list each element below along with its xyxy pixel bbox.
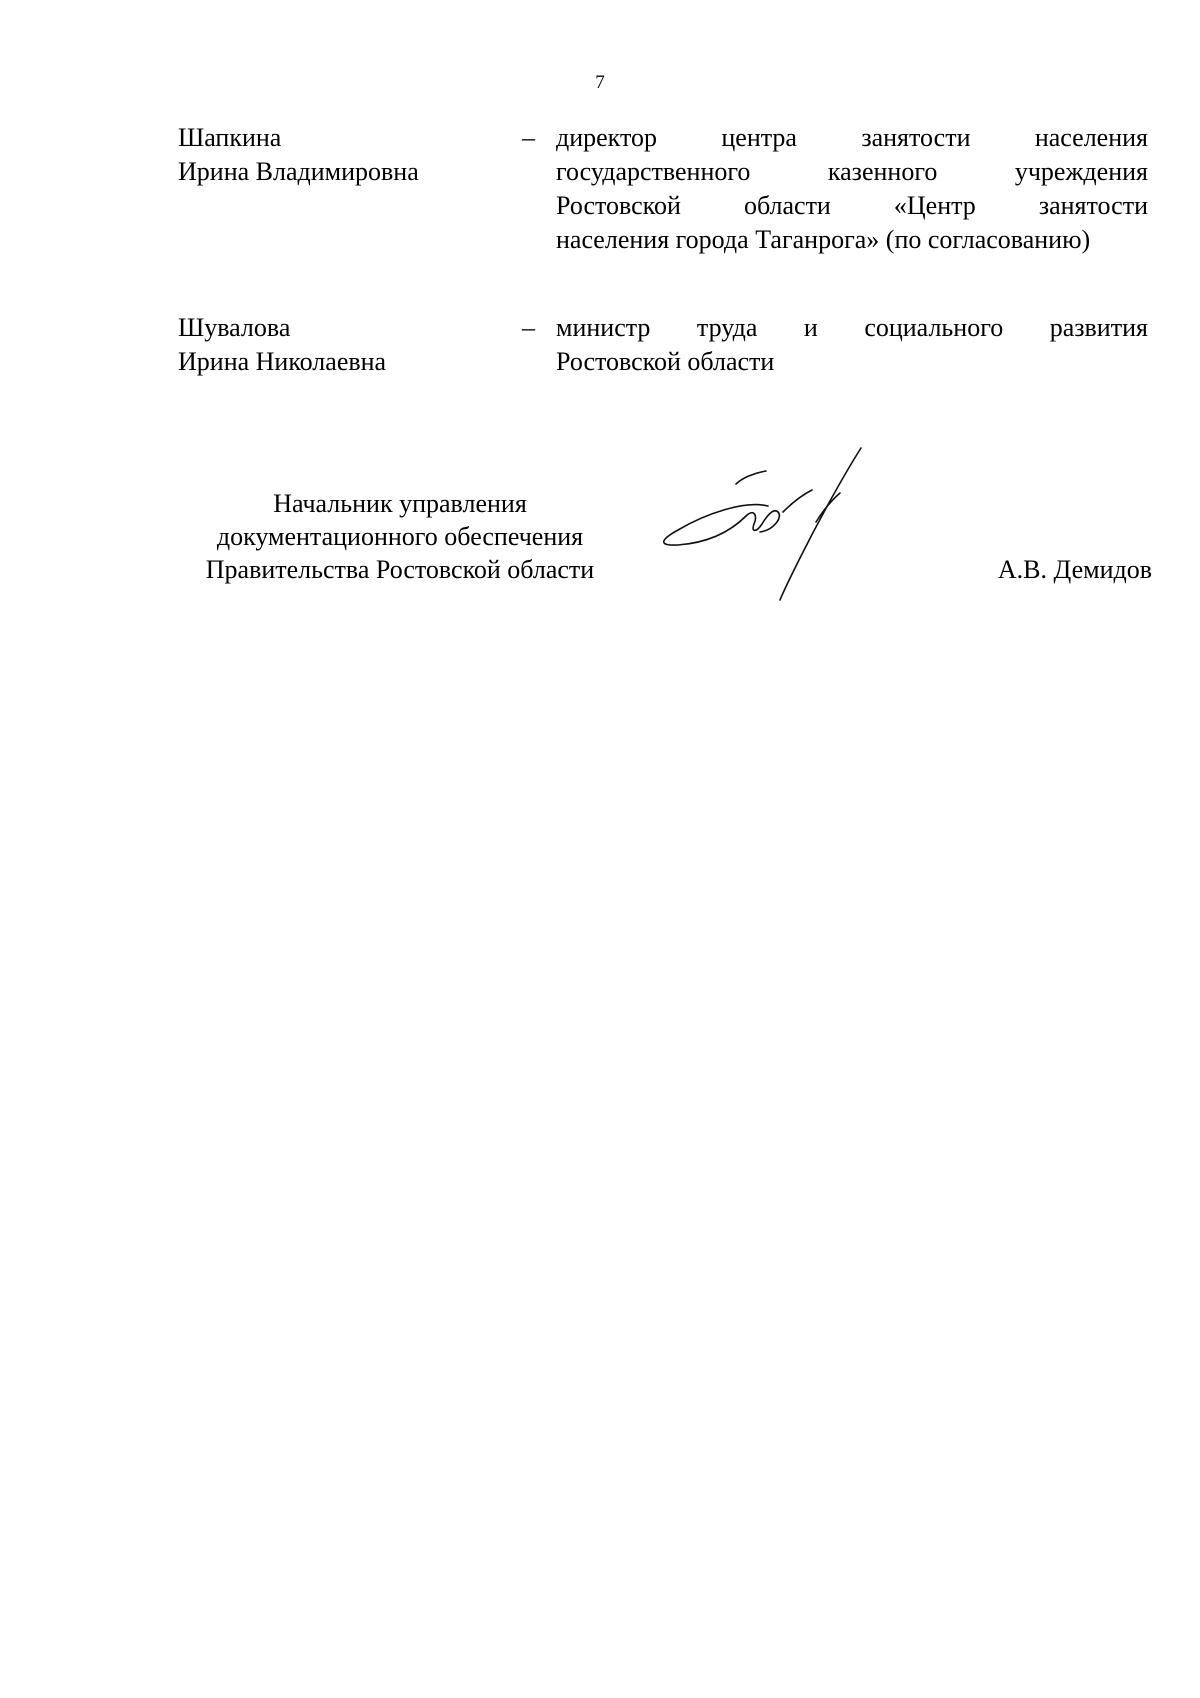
member-full-name xyxy=(178,311,508,379)
role-word: области xyxy=(743,191,831,220)
member-role xyxy=(556,121,1148,257)
member-given-names: Ирина Владимировна xyxy=(178,157,419,186)
role-word: государственного xyxy=(556,157,751,186)
member-dash: – xyxy=(522,313,535,342)
page-number: 7 xyxy=(595,72,605,93)
member-dash: – xyxy=(522,123,535,152)
signoff-name: А.В. Демидов xyxy=(997,555,1152,584)
role-word: населения xyxy=(1034,123,1148,152)
role-word: директор xyxy=(556,123,657,152)
role-word: центра xyxy=(721,123,797,152)
role-word: Ростовской xyxy=(556,191,681,220)
role-line xyxy=(556,189,1148,223)
role-line xyxy=(556,311,1148,345)
member-given-names: Ирина Николаевна xyxy=(178,347,387,376)
role-line: Ростовской области xyxy=(556,347,775,376)
role-word: занятости xyxy=(861,123,971,152)
signoff-position-line: Начальник управления xyxy=(273,489,527,518)
member-surname: Шувалова xyxy=(178,313,291,342)
role-word: и xyxy=(803,313,818,342)
role-word: казенного xyxy=(827,157,938,186)
signoff-position-line: Правительства Ростовской области xyxy=(205,555,595,584)
member-full-name xyxy=(178,121,508,189)
role-word: социального xyxy=(864,313,1004,342)
member-role xyxy=(556,311,1148,379)
role-word: министр xyxy=(556,313,651,342)
role-word: занятости xyxy=(1038,191,1148,220)
member-surname: Шапкина xyxy=(178,123,282,152)
role-line xyxy=(556,121,1148,155)
signoff-position-line: документационного обеспечения xyxy=(216,522,584,551)
handwritten-signature xyxy=(650,440,930,610)
role-word: труда xyxy=(696,313,758,342)
role-line xyxy=(556,155,1148,189)
role-word: развития xyxy=(1049,313,1148,342)
role-word: «Центр xyxy=(893,191,976,220)
signoff-position xyxy=(180,487,620,586)
role-word: учреждения xyxy=(1014,157,1148,186)
role-line: населения города Таганрога» (по согласованию) xyxy=(556,225,1091,254)
